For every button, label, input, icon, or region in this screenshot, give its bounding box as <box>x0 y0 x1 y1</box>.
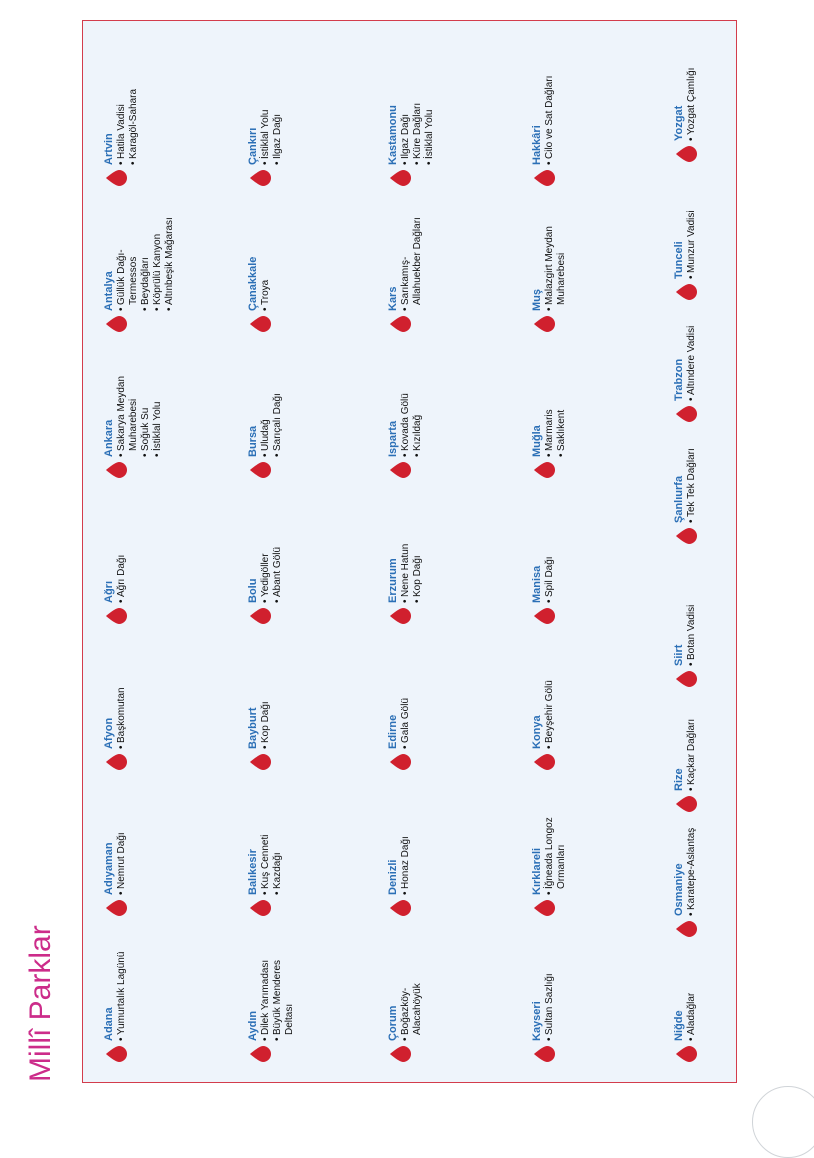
park-list <box>260 215 272 311</box>
park-list <box>260 799 284 895</box>
park-list <box>686 570 698 666</box>
park-text <box>247 507 284 603</box>
park-entry <box>673 47 813 165</box>
parks-panel <box>82 20 737 1083</box>
park-text <box>531 361 568 457</box>
location-pin-icon <box>389 313 411 335</box>
park-item: • Ilgaz Dağı <box>272 69 284 165</box>
park-item: • Botan Vadisi <box>686 570 698 666</box>
province-name: Kars <box>387 286 399 311</box>
park-entry <box>103 947 243 1065</box>
location-pin-icon <box>533 897 555 919</box>
park-entry <box>247 655 387 773</box>
park-item: • Troya <box>260 215 272 311</box>
park-text <box>673 427 698 523</box>
park-item: • Spil Dağı <box>544 507 556 603</box>
park-item: • Kazdağı <box>272 799 284 895</box>
park-item: • Nene Hatun <box>400 507 412 603</box>
park-list <box>400 215 424 311</box>
province-name: Muş <box>531 289 543 311</box>
park-item: • Karatepe-Aslantaş <box>686 820 698 916</box>
park-item: • Sultan Sazlığı <box>544 945 556 1041</box>
location-pin-icon <box>249 1043 271 1065</box>
park-item: • Güllük Dağı-Termessos <box>116 215 140 311</box>
park-item: • İstiklal Yolu <box>260 69 272 165</box>
location-pin-icon <box>533 167 555 189</box>
park-text <box>387 653 412 749</box>
location-pin-icon <box>533 1043 555 1065</box>
park-list <box>686 45 698 141</box>
province-name: Ağrı <box>103 581 115 603</box>
park-entry <box>247 947 387 1065</box>
park-list <box>544 799 568 895</box>
park-entry <box>673 307 813 425</box>
park-list <box>400 945 424 1041</box>
park-text <box>673 183 698 279</box>
location-pin-icon <box>675 143 697 165</box>
park-text <box>387 69 436 165</box>
park-entry <box>673 822 813 940</box>
province-name: Aydın <box>247 1010 259 1041</box>
park-entry <box>673 429 813 547</box>
park-item: • Kuş Cenneti <box>260 799 272 895</box>
province-name: Şanlıurfa <box>673 475 685 523</box>
province-name: Bayburt <box>247 707 259 749</box>
park-entry <box>531 655 671 773</box>
park-text <box>531 69 556 165</box>
park-item: • Marmaris <box>544 361 556 457</box>
park-text <box>387 799 412 895</box>
park-item: • Köprülü Kanyon <box>152 215 164 311</box>
park-item: • Sarıçalı Dağı <box>272 361 284 457</box>
park-item: • Abant Gölü <box>272 507 284 603</box>
park-item: • Kop Dağı <box>260 653 272 749</box>
location-pin-icon <box>105 1043 127 1065</box>
province-name: Konya <box>531 715 543 749</box>
province-name: Trabzon <box>673 358 685 401</box>
park-item: • Dilek Yarımadası <box>260 945 272 1041</box>
location-pin-icon <box>533 605 555 627</box>
park-entry <box>247 509 387 627</box>
park-item: • Altındere Vadisi <box>686 305 698 401</box>
park-entry <box>531 801 671 919</box>
park-item: • Sakarya Meydan Muharebesi <box>116 361 140 457</box>
park-list <box>260 69 284 165</box>
location-pin-icon <box>675 403 697 425</box>
province-name: Kırklareli <box>531 847 543 895</box>
park-item: • Sarıkamış-Allahuekber Dağları <box>400 215 424 311</box>
park-entry <box>387 801 527 919</box>
park-entry <box>387 947 527 1065</box>
park-item: • Başkomutan <box>116 653 128 749</box>
park-item: • Munzur Vadisi <box>686 183 698 279</box>
province-name: Antalya <box>103 271 115 311</box>
park-text <box>387 215 424 311</box>
park-item: • Boğazköy-Alacahöyük <box>400 945 424 1041</box>
park-item: • Beyşehir Gölü <box>544 653 556 749</box>
park-list <box>116 653 128 749</box>
park-list <box>686 305 698 401</box>
park-text <box>673 305 698 401</box>
park-item: • Yozgat Çamlığı <box>686 45 698 141</box>
park-text <box>103 653 128 749</box>
province-name: Denizli <box>387 859 399 895</box>
park-list <box>686 695 698 791</box>
park-text <box>247 653 272 749</box>
page-title: Millî Parklar <box>24 925 57 1082</box>
park-item: • Kop Dağı <box>412 507 424 603</box>
park-item: • Ilgaz Dağı <box>400 69 412 165</box>
park-text <box>103 361 164 457</box>
province-name: Kayseri <box>531 1001 543 1041</box>
park-item: • Saklıkent <box>556 361 568 457</box>
park-entry <box>387 363 527 481</box>
park-entry <box>531 509 671 627</box>
park-text <box>103 945 128 1041</box>
location-pin-icon <box>389 167 411 189</box>
province-name: Erzurum <box>387 558 399 603</box>
park-entry <box>531 363 671 481</box>
province-name: Tunceli <box>673 241 685 279</box>
location-pin-icon <box>249 605 271 627</box>
park-list <box>544 361 568 457</box>
park-item: • Malazgirt Meydan Muharebesi <box>544 215 568 311</box>
park-list <box>686 183 698 279</box>
parks-grid <box>97 41 727 1071</box>
park-entry <box>103 217 243 335</box>
park-list <box>400 69 436 165</box>
province-name: Çorum <box>387 1005 399 1041</box>
park-item: • İstiklal Yolu <box>152 361 164 457</box>
location-pin-icon <box>533 313 555 335</box>
park-text <box>673 45 698 141</box>
park-entry <box>387 217 527 335</box>
location-pin-icon <box>389 751 411 773</box>
park-entry <box>247 217 387 335</box>
province-name: Hakkâri <box>531 125 543 165</box>
park-list <box>116 215 176 311</box>
location-pin-icon <box>249 459 271 481</box>
location-pin-icon <box>675 525 697 547</box>
province-name: Edirne <box>387 714 399 749</box>
park-text <box>247 361 284 457</box>
park-item: • Ağrı Dağı <box>116 507 128 603</box>
park-item: • Kaçkar Dağları <box>686 695 698 791</box>
park-list <box>686 820 698 916</box>
park-entry <box>387 509 527 627</box>
park-list <box>260 653 272 749</box>
park-item: • Hatila Vadisi <box>116 69 128 165</box>
park-item: • Yedigöller <box>260 507 272 603</box>
park-entry <box>387 655 527 773</box>
park-text <box>247 215 272 311</box>
park-text <box>531 799 568 895</box>
park-list <box>400 507 424 603</box>
park-item: • Nemrut Dağı <box>116 799 128 895</box>
park-list <box>116 69 140 165</box>
park-item: • Soğuk Su <box>140 361 152 457</box>
page-corner-circle <box>752 1086 814 1158</box>
location-pin-icon <box>389 897 411 919</box>
park-item: • Kovada Gölü <box>400 361 412 457</box>
park-text <box>531 945 556 1041</box>
province-name: Adana <box>103 1007 115 1041</box>
park-list <box>400 361 424 457</box>
location-pin-icon <box>249 751 271 773</box>
park-text <box>103 799 128 895</box>
park-text <box>103 215 176 311</box>
park-text <box>387 945 424 1041</box>
province-name: Niğde <box>673 1010 685 1041</box>
park-list <box>544 507 556 603</box>
province-name: Bursa <box>247 425 259 457</box>
park-text <box>387 361 424 457</box>
location-pin-icon <box>105 313 127 335</box>
location-pin-icon <box>675 281 697 303</box>
province-name: Artvin <box>103 133 115 165</box>
park-list <box>686 945 698 1041</box>
park-list <box>116 799 128 895</box>
park-list <box>116 945 128 1041</box>
park-entry <box>103 801 243 919</box>
park-item: • Büyük Menderes Deltası <box>272 945 296 1041</box>
park-entry <box>531 71 671 189</box>
park-list <box>686 427 698 523</box>
park-list <box>260 361 284 457</box>
park-text <box>673 820 698 916</box>
park-entry <box>103 71 243 189</box>
park-entry <box>673 572 813 690</box>
province-name: Adıyaman <box>103 842 115 895</box>
park-text <box>673 695 698 791</box>
location-pin-icon <box>675 918 697 940</box>
park-text <box>673 945 698 1041</box>
province-name: Osmaniye <box>673 863 685 916</box>
park-item: • Gala Gölü <box>400 653 412 749</box>
park-text <box>247 945 296 1041</box>
park-entry <box>103 363 243 481</box>
park-text <box>103 69 140 165</box>
location-pin-icon <box>105 167 127 189</box>
park-item: • Beydağları <box>140 215 152 311</box>
location-pin-icon <box>105 605 127 627</box>
park-item: • İğneada Longoz Ormanları <box>544 799 568 895</box>
park-list <box>116 507 128 603</box>
province-name: Çankırı <box>247 127 259 165</box>
park-list <box>544 69 556 165</box>
park-item: • Uludağ <box>260 361 272 457</box>
park-text <box>531 215 568 311</box>
park-entry <box>103 509 243 627</box>
province-name: Kastamonu <box>387 105 399 165</box>
park-entry <box>247 801 387 919</box>
location-pin-icon <box>249 313 271 335</box>
province-name: Balıkesir <box>247 849 259 895</box>
park-list <box>400 799 412 895</box>
park-list <box>400 653 412 749</box>
park-entry <box>247 71 387 189</box>
location-pin-icon <box>675 668 697 690</box>
park-entry <box>673 185 813 303</box>
park-text <box>531 653 556 749</box>
park-entry <box>103 655 243 773</box>
province-name: Manisa <box>531 565 543 603</box>
province-name: Muğla <box>531 425 543 457</box>
province-name: Isparta <box>387 420 399 457</box>
park-item: • Yumurtalık Lagünü <box>116 945 128 1041</box>
province-name: Rize <box>673 768 685 791</box>
park-list <box>260 507 284 603</box>
park-entry <box>531 217 671 335</box>
location-pin-icon <box>675 793 697 815</box>
province-name: Siirt <box>673 644 685 666</box>
park-item: • Tek Tek Dağları <box>686 427 698 523</box>
location-pin-icon <box>389 605 411 627</box>
park-list <box>544 215 568 311</box>
park-text <box>103 507 128 603</box>
province-name: Ankara <box>103 419 115 457</box>
location-pin-icon <box>105 897 127 919</box>
park-item: • Aladağlar <box>686 945 698 1041</box>
park-list <box>544 945 556 1041</box>
location-pin-icon <box>105 459 127 481</box>
park-item: • Karagöl-Sahara <box>128 69 140 165</box>
location-pin-icon <box>533 459 555 481</box>
location-pin-icon <box>249 167 271 189</box>
province-name: Çanakkale <box>247 256 259 311</box>
park-item: • Küre Dağları <box>412 69 424 165</box>
location-pin-icon <box>249 897 271 919</box>
province-name: Afyon <box>103 717 115 749</box>
province-name: Bolu <box>247 578 259 603</box>
location-pin-icon <box>105 751 127 773</box>
location-pin-icon <box>389 459 411 481</box>
park-list <box>260 945 296 1041</box>
park-text <box>247 799 284 895</box>
park-list <box>544 653 556 749</box>
location-pin-icon <box>675 1043 697 1065</box>
park-entry <box>673 697 813 815</box>
park-entry <box>247 363 387 481</box>
location-pin-icon <box>389 1043 411 1065</box>
park-list <box>116 361 164 457</box>
park-entry <box>673 947 813 1065</box>
province-name: Yozgat <box>673 105 685 141</box>
park-entry <box>387 71 527 189</box>
park-item: • Altınbeşik Mağarası <box>164 215 176 311</box>
park-item: • Cilo ve Sat Dağları <box>544 69 556 165</box>
park-item: • Honaz Dağı <box>400 799 412 895</box>
location-pin-icon <box>533 751 555 773</box>
park-item: • İstiklal Yolu <box>424 69 436 165</box>
park-text <box>531 507 556 603</box>
park-text <box>387 507 424 603</box>
park-text <box>673 570 698 666</box>
park-entry <box>531 947 671 1065</box>
park-item: • Kızıldağ <box>412 361 424 457</box>
park-text <box>247 69 284 165</box>
